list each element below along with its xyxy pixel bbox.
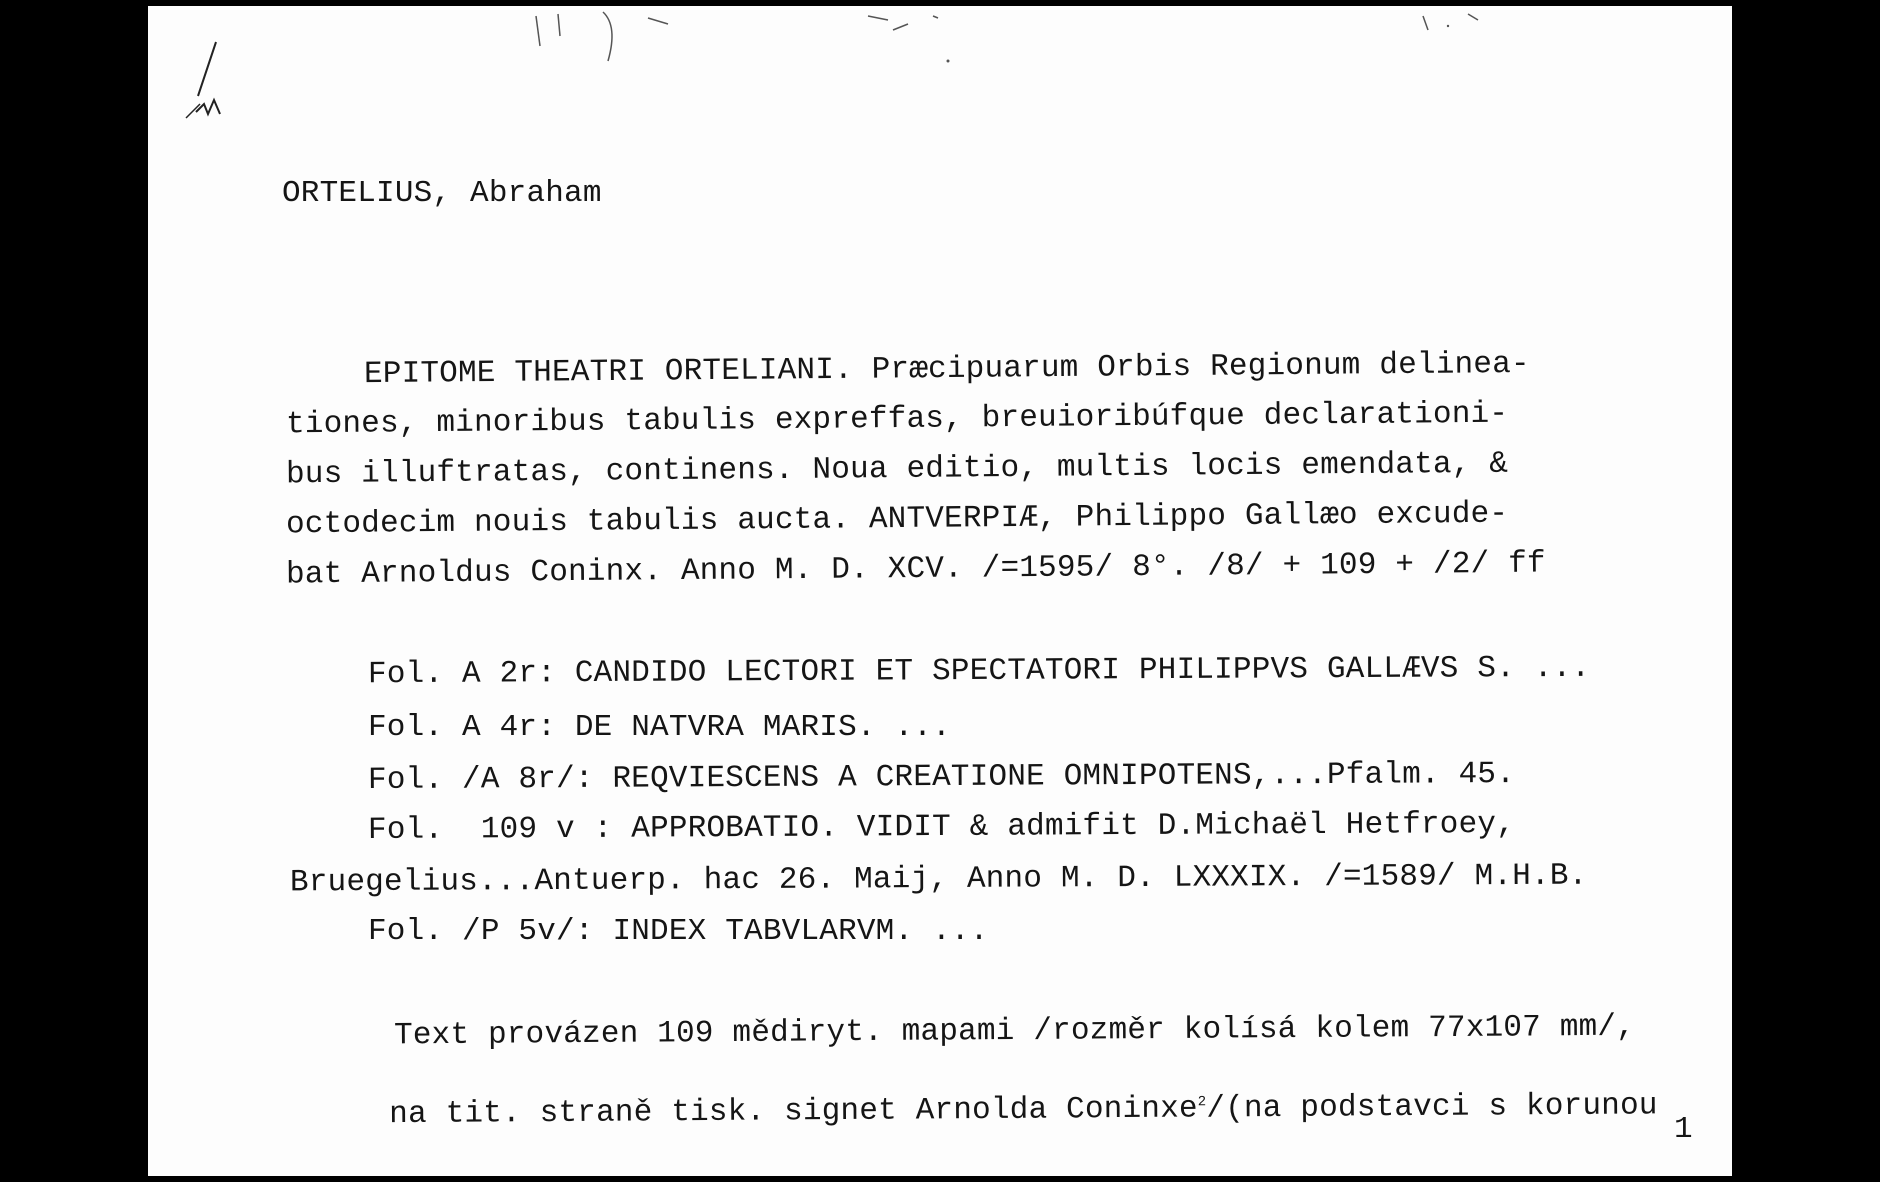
- note-text: /(na podstavci s korunou: [1206, 1088, 1658, 1127]
- title-line: bat Arnoldus Coninx. Anno M. D. XCV. /=1595/ 8°. /8/ + 109 + /2/ ff: [285, 546, 1546, 593]
- title-line: octodecim nouis tabulis aucta. ANTVERPIÆ, Philippo Gallæo excude-: [285, 496, 1509, 543]
- folio-line: Fol. 109 v : APPROBATIO. VIDIT & admifit D.Michaël Hetfroey,: [367, 806, 1516, 849]
- folio-line: Bruegelius...Antuerp. hac 26. Maij, Anno M. D. LXXXIX. /=1589/ M.H.B.: [289, 858, 1588, 901]
- folio-line: Fol. /A 8r/: REQVIESCENS A CREATIONE OMNIPOTENS,...Pfalm. 45.: [367, 756, 1516, 799]
- note-mark: 2: [1197, 1094, 1207, 1111]
- catalog-card: [148, 6, 1732, 1176]
- note-text: na tit. straně tisk. signet Arnolda Coninxe: [389, 1091, 1198, 1133]
- title-line: tiones, minoribus tabulis expreffas, breuioribúfque declarationi-: [285, 396, 1509, 443]
- note-line: [314, 1059, 1658, 1161]
- folio-line: Fol. A 2r: CANDIDO LECTORI ET SPECTATORI PHILIPPVS GALLÆVS S. ...: [367, 650, 1591, 693]
- note-line: Text provázen 109 mědiryt. mapami /rozměr kolísá kolem 77x107 mm/,: [393, 1009, 1636, 1054]
- folio-line: Fol. /P 5v/: INDEX TABVLARVM. ...: [368, 914, 989, 949]
- page-number: 1: [1674, 1112, 1693, 1147]
- scan-noise-specks: [148, 6, 1732, 86]
- title-line: EPITOME THEATRI ORTELIANI. Præcipuarum Orbis Regionum delinea-: [363, 346, 1530, 393]
- title-line: bus illuftratas, continens. Noua editio, multis locis emendata, &: [285, 446, 1509, 493]
- folio-line: Fol. A 4r: DE NATVRA MARIS. ...: [368, 710, 951, 745]
- author-heading: ORTELIUS, Abraham: [282, 176, 602, 211]
